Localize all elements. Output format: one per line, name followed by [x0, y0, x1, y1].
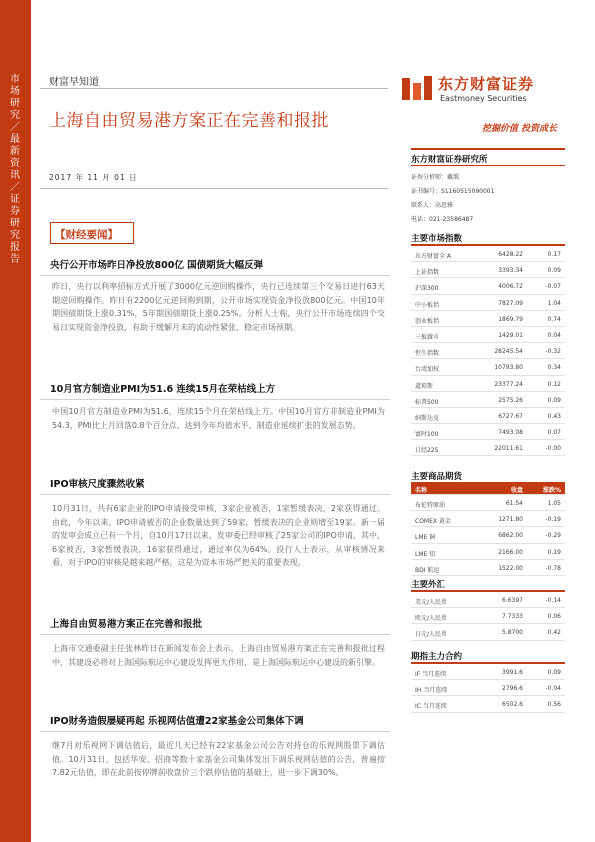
row-name: 美元/人民币: [415, 599, 448, 606]
row-value: 22011.61: [494, 445, 523, 453]
article-body: 中国10月官方制造业PMI为51.6，连续15个月在荣枯线上方。中国10月官方非制造业PMI为54.3，PMI比上月回落0.8个百分点，达到今年均值水平，制造业延续扩张的发展态势。: [52, 407, 385, 430]
market-index-title: 主要市场指数: [411, 234, 463, 244]
fx-table: [411, 592, 565, 641]
table-row: [411, 278, 565, 294]
column-header: 名称: [415, 487, 428, 494]
row-value: 3991.6: [502, 669, 523, 676]
table-row: [411, 376, 565, 392]
table-row: [411, 246, 565, 262]
divider: [40, 399, 390, 400]
divider: [411, 165, 565, 166]
row-value: 1522.00: [498, 564, 523, 572]
row-name: 日元/人民币: [415, 631, 448, 639]
article-title: 上海自由贸易港方案正在完善和报批: [50, 619, 203, 630]
article-body: 10月31日，共有6家企业的IPO申请接受审核，3家企业被否，1家暂缓表决，2家获得通过。由此，今年以来，IPO申请被否的企业数量达到了59家，暂缓表决的企业则增至19家。新一届的发审会成立已有一个月，自10月17日以来，发审委已经审核了25家公司的IPO申请，其中，6家被否，3家暂缓表决，16家获得通过，通过率仅为64%。投行人士表示，从审核情况来看，对于IPO的审核是越来越严格，这是为资本市场严把关的重要表现。: [52, 504, 385, 567]
futures-title: 期指主力合约: [411, 652, 463, 662]
row-change: 0.34: [547, 364, 561, 372]
certificate-number: 证书编号：S1160515090001: [411, 188, 495, 195]
row-value: 6.6397: [502, 597, 523, 604]
divider: [40, 188, 388, 189]
row-change: 0.74: [547, 315, 561, 323]
row-change: 0.06: [547, 613, 561, 621]
row-name: 欧元/人民币: [415, 615, 448, 623]
table-row: [411, 608, 565, 624]
divider: [411, 148, 565, 150]
row-change: -0.32: [545, 348, 561, 356]
row-value: 10793.80: [494, 364, 523, 372]
row-value: 3393.34: [498, 267, 523, 275]
row-change: 0.19: [547, 548, 561, 556]
row-name: 上证指数: [415, 269, 440, 277]
institute-name: 东方财富证券研究所: [411, 155, 488, 165]
article-body: 昨日，央行以利率招标方式开展了3000亿元逆回购操作，央行已连续第三个交易日进行63天期逆回购操作。昨日有2200亿元逆回购到期，公开市场实现资金净投放800亿元。中国10年期国债期货上涨0.31%，5年期国债期货上涨0.25%。分析人士称，央行公开市场连续四个交易日实现资金净投放，有助于缓解月末的流动性紧张、稳定市场预期。: [52, 282, 385, 332]
divider: [40, 634, 390, 635]
row-value: 6502.6: [502, 701, 523, 709]
article-title: 10月官方制造业PMI为51.6 连续15月在荣枯线上方: [50, 384, 276, 395]
table-row: [411, 424, 565, 440]
table-row: [411, 664, 565, 680]
row-name: BDI 航运: [415, 566, 440, 574]
article-title: 央行公开市场昨日净投放800亿 国债期货大幅反弹: [50, 260, 264, 271]
row-change: 0.04: [547, 331, 561, 339]
table-header-row: [411, 482, 565, 495]
row-value: 5.8700: [502, 629, 523, 637]
row-change: 0.07: [547, 429, 561, 437]
divider: [40, 88, 388, 89]
futures-table: [411, 664, 565, 713]
row-change: -0.29: [545, 532, 561, 540]
row-change: 1.04: [547, 299, 561, 307]
table-row: [411, 696, 565, 712]
row-change: 0.17: [547, 251, 561, 258]
row-change: 0.56: [547, 701, 561, 709]
table-row: [411, 408, 565, 424]
divider: [40, 731, 390, 732]
row-name: IF 当月连续: [415, 671, 447, 678]
contact-person: 联系人：高思雅: [411, 202, 454, 209]
row-value: 6727.67: [498, 412, 523, 420]
logo-mark-icon: [400, 74, 434, 104]
table-row: [411, 624, 565, 640]
column-header: 收盘: [510, 487, 523, 494]
row-value: 7.7333: [502, 613, 523, 621]
side-band: [0, 0, 31, 842]
row-change: 0.12: [547, 380, 561, 388]
row-name: 日经225: [415, 447, 439, 455]
table-row: [411, 295, 565, 311]
article-title: IPO审核尺度骤然收紧: [50, 479, 145, 490]
row-name: LME 铝: [415, 550, 436, 558]
row-change: 0.09: [547, 267, 561, 275]
table-row: [411, 511, 565, 527]
row-value: 2166.00: [498, 548, 523, 556]
row-value: 4006.72: [498, 283, 523, 291]
row-value: 23377.24: [494, 380, 523, 388]
market-index-table: [411, 246, 565, 456]
row-name: 中小板指: [415, 301, 440, 309]
table-row: [411, 327, 565, 343]
row-name: 布伦特原油: [415, 502, 446, 509]
section-header: [50, 222, 134, 244]
row-name: 创业板指: [415, 317, 440, 325]
row-name: LME 铜: [415, 534, 436, 542]
commodity-table: [411, 482, 565, 576]
row-value: 7493.08: [498, 429, 523, 437]
article-body: 继7月对乐视网下调估值后，最近几天已经有22家基金公司公告对持仓的乐视网股票下调估值。10月31日，包括华安、招商等数十家基金公司集体发出下调乐视网估值的公告，普遍按7.82元估值，即在此前按停牌前收盘价三个跌停估值的基础上，进一步下调30%。: [52, 741, 385, 777]
column-header: 涨跌%: [542, 487, 561, 494]
section-label: 【财经要闻】: [55, 229, 118, 241]
row-value: 7827.09: [498, 299, 523, 307]
side-band-text: 市场研究／最新资讯／证券研究报告: [10, 74, 20, 265]
row-name: 沪深300: [415, 285, 439, 293]
row-name: 恒生指数: [415, 350, 440, 358]
row-name: 三板做市: [415, 333, 440, 341]
article-title: IPO财务造假屡疑再起 乐视网估值遭22家基金公司集体下调: [50, 716, 304, 727]
divider: [40, 275, 390, 276]
table-row: [411, 343, 565, 359]
row-name: IC 当月连续: [415, 703, 447, 711]
table-row: [411, 311, 565, 327]
row-change: -0.07: [545, 283, 561, 291]
page-title: 上海自由贸易港方案正在完善和报批: [49, 111, 329, 131]
phone-number: 电话：021-23586487: [411, 216, 474, 223]
table-row: [411, 262, 565, 278]
company-logo: [400, 72, 560, 106]
row-change: -0.00: [545, 445, 561, 453]
row-name: IH 当月连续: [415, 687, 448, 695]
table-row: [411, 495, 565, 511]
row-name: 标普500: [415, 398, 439, 406]
row-change: 1.05: [547, 500, 561, 507]
fx-title: 主要外汇: [411, 580, 446, 590]
row-name: 东方财富全 A: [415, 253, 452, 260]
row-name: 纳斯达克: [415, 414, 440, 422]
divider: [40, 494, 390, 495]
slogan: 挖掘价值 投资成长: [482, 124, 558, 134]
row-value: 61.54: [505, 500, 523, 507]
row-value: 6428.22: [498, 251, 523, 258]
row-name: COMEX 黄金: [415, 518, 451, 526]
breadcrumb: 财富早知道: [49, 77, 99, 88]
table-row: [411, 680, 565, 696]
article-body: 上海市交通委副主任张林昨日在新闻发布会上表示，上海自由贸易港方案正在完善和报批过程中，其建设必将对上海国际航运中心建设发挥更大作用，是上海国际航运中心建设的新引擎。: [52, 644, 385, 667]
table-row: [411, 392, 565, 408]
analyst: 证券分析师：戴瑀: [411, 174, 460, 181]
logo-chinese-name: 东方财富证券: [438, 75, 535, 93]
row-value: 2796.6: [502, 685, 523, 693]
row-change: 0.09: [547, 669, 561, 676]
report-date: 2017 年 11 月 01 日: [49, 173, 138, 182]
row-name: 台湾加权: [415, 366, 440, 374]
row-change: 0.09: [547, 396, 561, 404]
row-change: -0.78: [545, 564, 561, 572]
row-name: 道琼斯: [415, 382, 434, 390]
commodity-title: 主要商品期货: [411, 472, 463, 482]
row-change: -0.19: [545, 516, 561, 524]
row-value: 28245.54: [494, 348, 523, 356]
table-row: [411, 527, 565, 543]
row-value: 1429.01: [498, 331, 523, 339]
row-change: -0.14: [545, 597, 561, 604]
row-change: 0.42: [547, 629, 561, 637]
table-row: [411, 440, 565, 456]
row-change: 0.43: [547, 412, 561, 420]
row-value: 1869.79: [498, 315, 523, 323]
logo-english-name: Eastmoney Securities: [440, 94, 527, 103]
row-value: 6862.00: [498, 532, 523, 540]
row-value: 1271.80: [498, 516, 523, 524]
table-row: [411, 560, 565, 576]
table-row: [411, 592, 565, 608]
table-row: [411, 359, 565, 375]
row-change: -0.04: [545, 685, 561, 693]
row-name: 富时100: [415, 431, 439, 439]
table-row: [411, 544, 565, 560]
row-value: 2575.26: [498, 396, 523, 404]
